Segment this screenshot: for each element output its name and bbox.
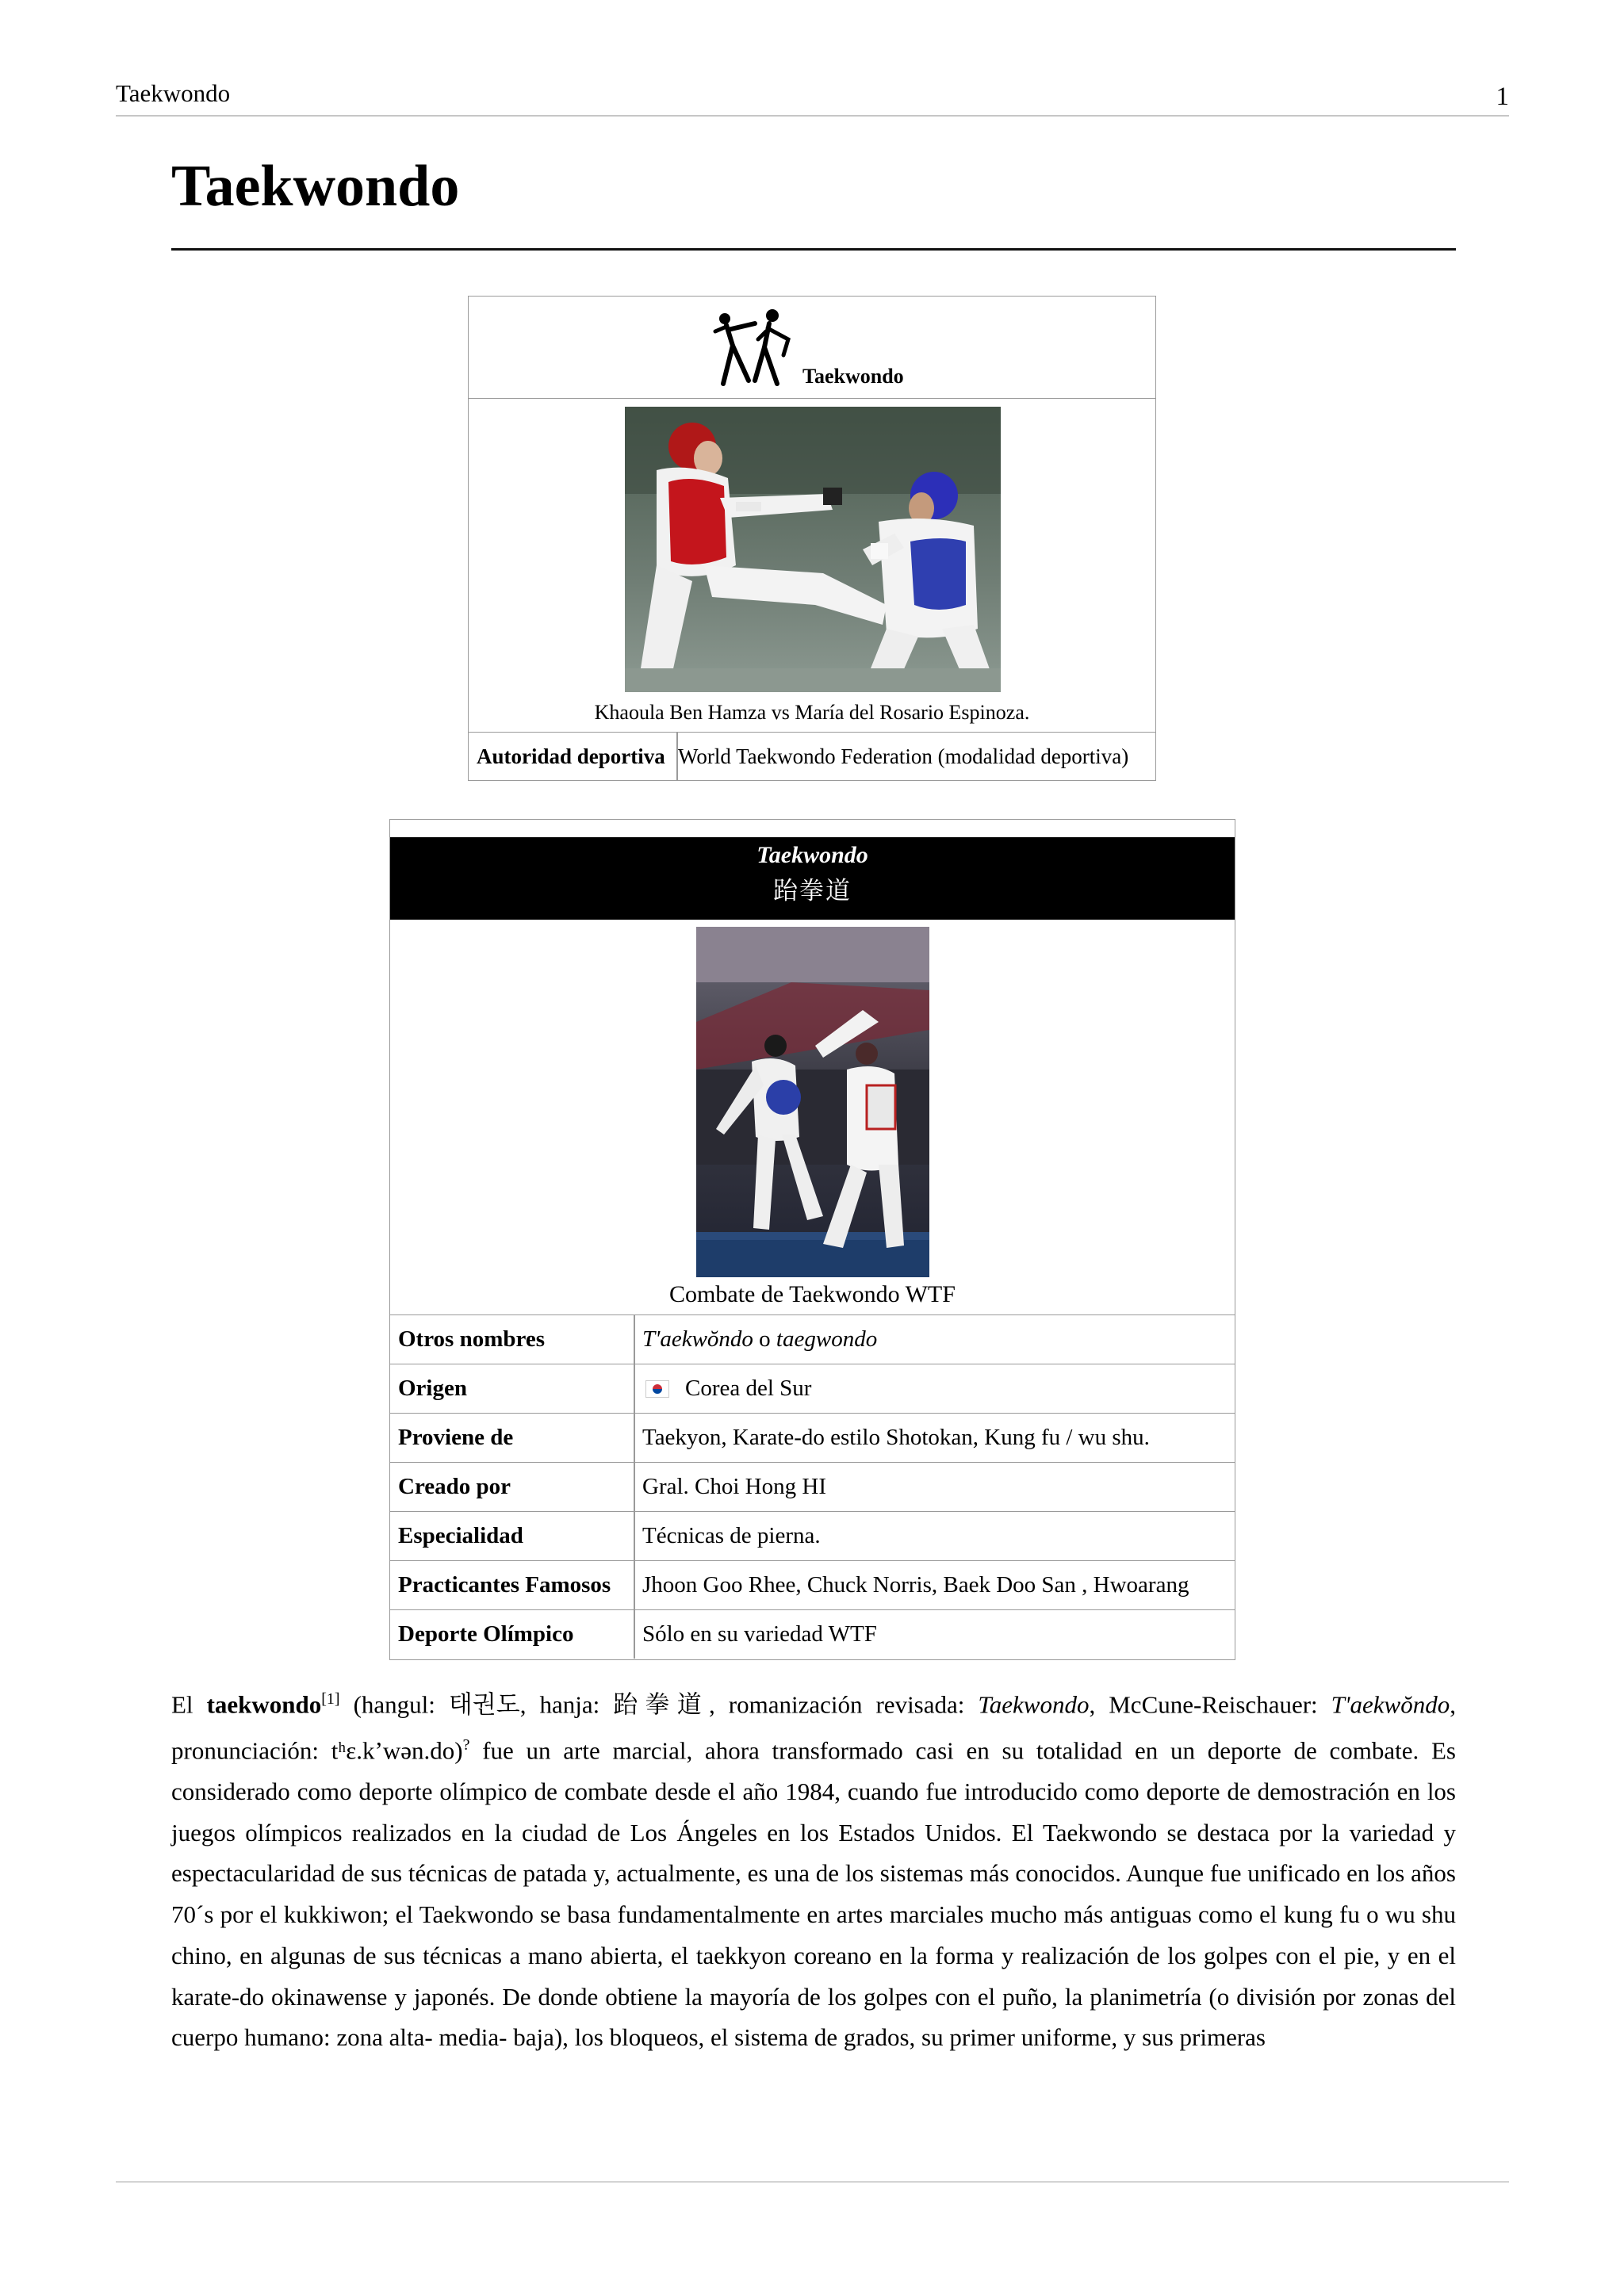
taekwondo-pictogram-icon (709, 308, 798, 387)
infobox-table (390, 1314, 1235, 1659)
logo-label: Taekwondo (802, 365, 904, 388)
article-text: , pronunciación: tʰɛ.kʼwən.do) (171, 1690, 1456, 1765)
alt-name-1: T'aekwŏndo (642, 1326, 753, 1352)
article-term: taekwondo (206, 1690, 322, 1719)
article-paragraph: El taekwondo[1] (hangul: 태권도, hanja: 跆拳道, romanización revisada: Taekwondo, McCune-Reischauer: T'aekwŏndo, pronunciación: tʰɛ.kʼwən.do)? fue un arte marcial, ahora transformado casi en su totalidad en un deporte de combate. Es considerado como deporte olímpico de combate desde el año 1984, cuando fue introducido como deporte de demostración en los juegos olímpicos realizados en la ciudad de Los Ángeles en los Estados Unidos. El Taekwondo se destaca por la variedad y espectacularidad de sus técnicas de patada y, actualmente, es una de los sistemas más conocidos. Aunque fue unificado en los años 70´s por el kukkiwon; el Taekwondo se basa fundamentalmente en artes marciales mucho más antiguas como el kung fu o wu shu chino, en algunas de sus técnicas a mano abierta, el taekkyon coreano en la forma y realización de los golpes con el pie, y en el karate-do okinawense y japonés. De donde obtiene la mayoría de los golpes con el puño, la planimetría (o división por zonas del cuerpo humano: zona alta- media- baja), los bloqueos, el sistema de grados, su primer uniforme, y sus primeras (171, 1690, 1457, 2052)
article-italic-term: Taekwondo (978, 1690, 1090, 1719)
south-korea-flag-icon (645, 1380, 669, 1398)
row-value: Jhoon Goo Rhee, Chuck Norris, Baek Doo San , Hwoarang (642, 1572, 1189, 1598)
infobox-row-famous-practitioners (390, 1560, 1235, 1609)
row-separator (634, 1364, 635, 1413)
title-underline (171, 248, 1456, 251)
row-value: Gral. Choi Hong HI (642, 1474, 826, 1499)
infobox-row-created-by (390, 1462, 1235, 1511)
row-key: Especialidad (398, 1523, 523, 1548)
row-separator (634, 1561, 635, 1609)
infobox-row-olympic-sport (390, 1609, 1235, 1659)
footer-divider (116, 2181, 1509, 2183)
row-key: Practicantes Famosos (398, 1572, 611, 1598)
sport-infobox (468, 296, 1156, 781)
infobox-row-authority (469, 732, 1155, 781)
row-separator (634, 1414, 635, 1462)
row-separator (634, 1463, 635, 1511)
row-separator (634, 1315, 635, 1364)
row-key: Autoridad deportiva (477, 744, 665, 768)
infobox-row-derived-from (390, 1413, 1235, 1462)
photo-caption: Khaoula Ben Hamza vs María del Rosario Espinoza. (594, 701, 1030, 724)
row-value: Sólo en su variedad WTF (642, 1621, 877, 1647)
row-separator (634, 1610, 635, 1659)
martial-art-infobox (389, 819, 1235, 1660)
pronunciation-help-link[interactable]: ? (462, 1736, 470, 1755)
article-italic-term: T'aekwŏndo (1331, 1690, 1450, 1719)
row-value (642, 1364, 811, 1413)
row-key: Otros nombres (398, 1326, 546, 1352)
row-value: Técnicas de pierna. (642, 1523, 821, 1548)
row-key: Creado por (398, 1474, 511, 1499)
reference-link[interactable]: [1] (321, 1690, 340, 1708)
alt-name-2: taegwondo (776, 1326, 878, 1352)
logo-row (469, 297, 1155, 399)
match-photo (625, 407, 1001, 692)
header-divider (116, 115, 1509, 117)
row-key: Origen (398, 1376, 467, 1401)
alt-name-connector: o (753, 1326, 776, 1352)
wtf-match-photo (696, 927, 929, 1277)
origin-country-link[interactable]: Corea del Sur (685, 1376, 812, 1401)
infobox-row-origin (390, 1364, 1235, 1413)
row-key: Proviene de (398, 1425, 514, 1450)
article-text: fue un arte marcial, ahora transformado casi en su totalidad en un deporte de combate. Es considerado como deporte olímpico de combate desde el año 1984, cuando fue introducido como deporte de demostración en los juegos olímpicos realizados en la ciudad de Los Ángeles en los Estados Unidos. El Taekwondo se destaca por la variedad y espectacularidad de sus técnicas de patada y, actualmente, es una de los sistemas más conocidos. Aunque fue unificado en los años 70´s por el kukkiwon; el Taekwondo se basa fundamentalmente en artes marciales mucho más antiguas como el kung fu o wu shu chino, en algunas de sus técnicas a mano abierta, el taekkyon coreano en la forma y realización de los golpes con el pie, y en el karate-do okinawense y japonés. De donde obtiene la mayoría de los golpes con el puño, la planimetría (o división por zonas del cuerpo humano: zona alta- media- baja), los bloqueos, el sistema de grados, su primer uniforme, y sus primeras (171, 1736, 1457, 2052)
header-title-latin: Taekwondo (756, 842, 868, 868)
page-title: Taekwondo (171, 154, 460, 219)
infobox-row-other-names (390, 1314, 1235, 1364)
article-text: , McCune-Reischauer: (1089, 1690, 1331, 1719)
row-value (642, 1315, 877, 1364)
row-separator (634, 1512, 635, 1560)
page-number: 1 (1496, 82, 1509, 111)
photo-caption: Combate de Taekwondo WTF (669, 1281, 956, 1307)
infobox-header (390, 837, 1235, 920)
row-value: World Taekwondo Federation (modalidad deportiva) (678, 744, 1129, 768)
header-title-hanja: 跆拳道 (773, 877, 852, 905)
row-key: Deporte Olímpico (398, 1621, 574, 1647)
row-value: Taekyon, Karate-do estilo Shotokan, Kung fu / wu shu. (642, 1425, 1150, 1450)
article-text: (hangul: 태권도, hanja: 跆拳道, romanización revisada: (339, 1690, 979, 1719)
infobox-row-specialty (390, 1511, 1235, 1560)
page-header-title: Taekwondo (116, 79, 231, 107)
